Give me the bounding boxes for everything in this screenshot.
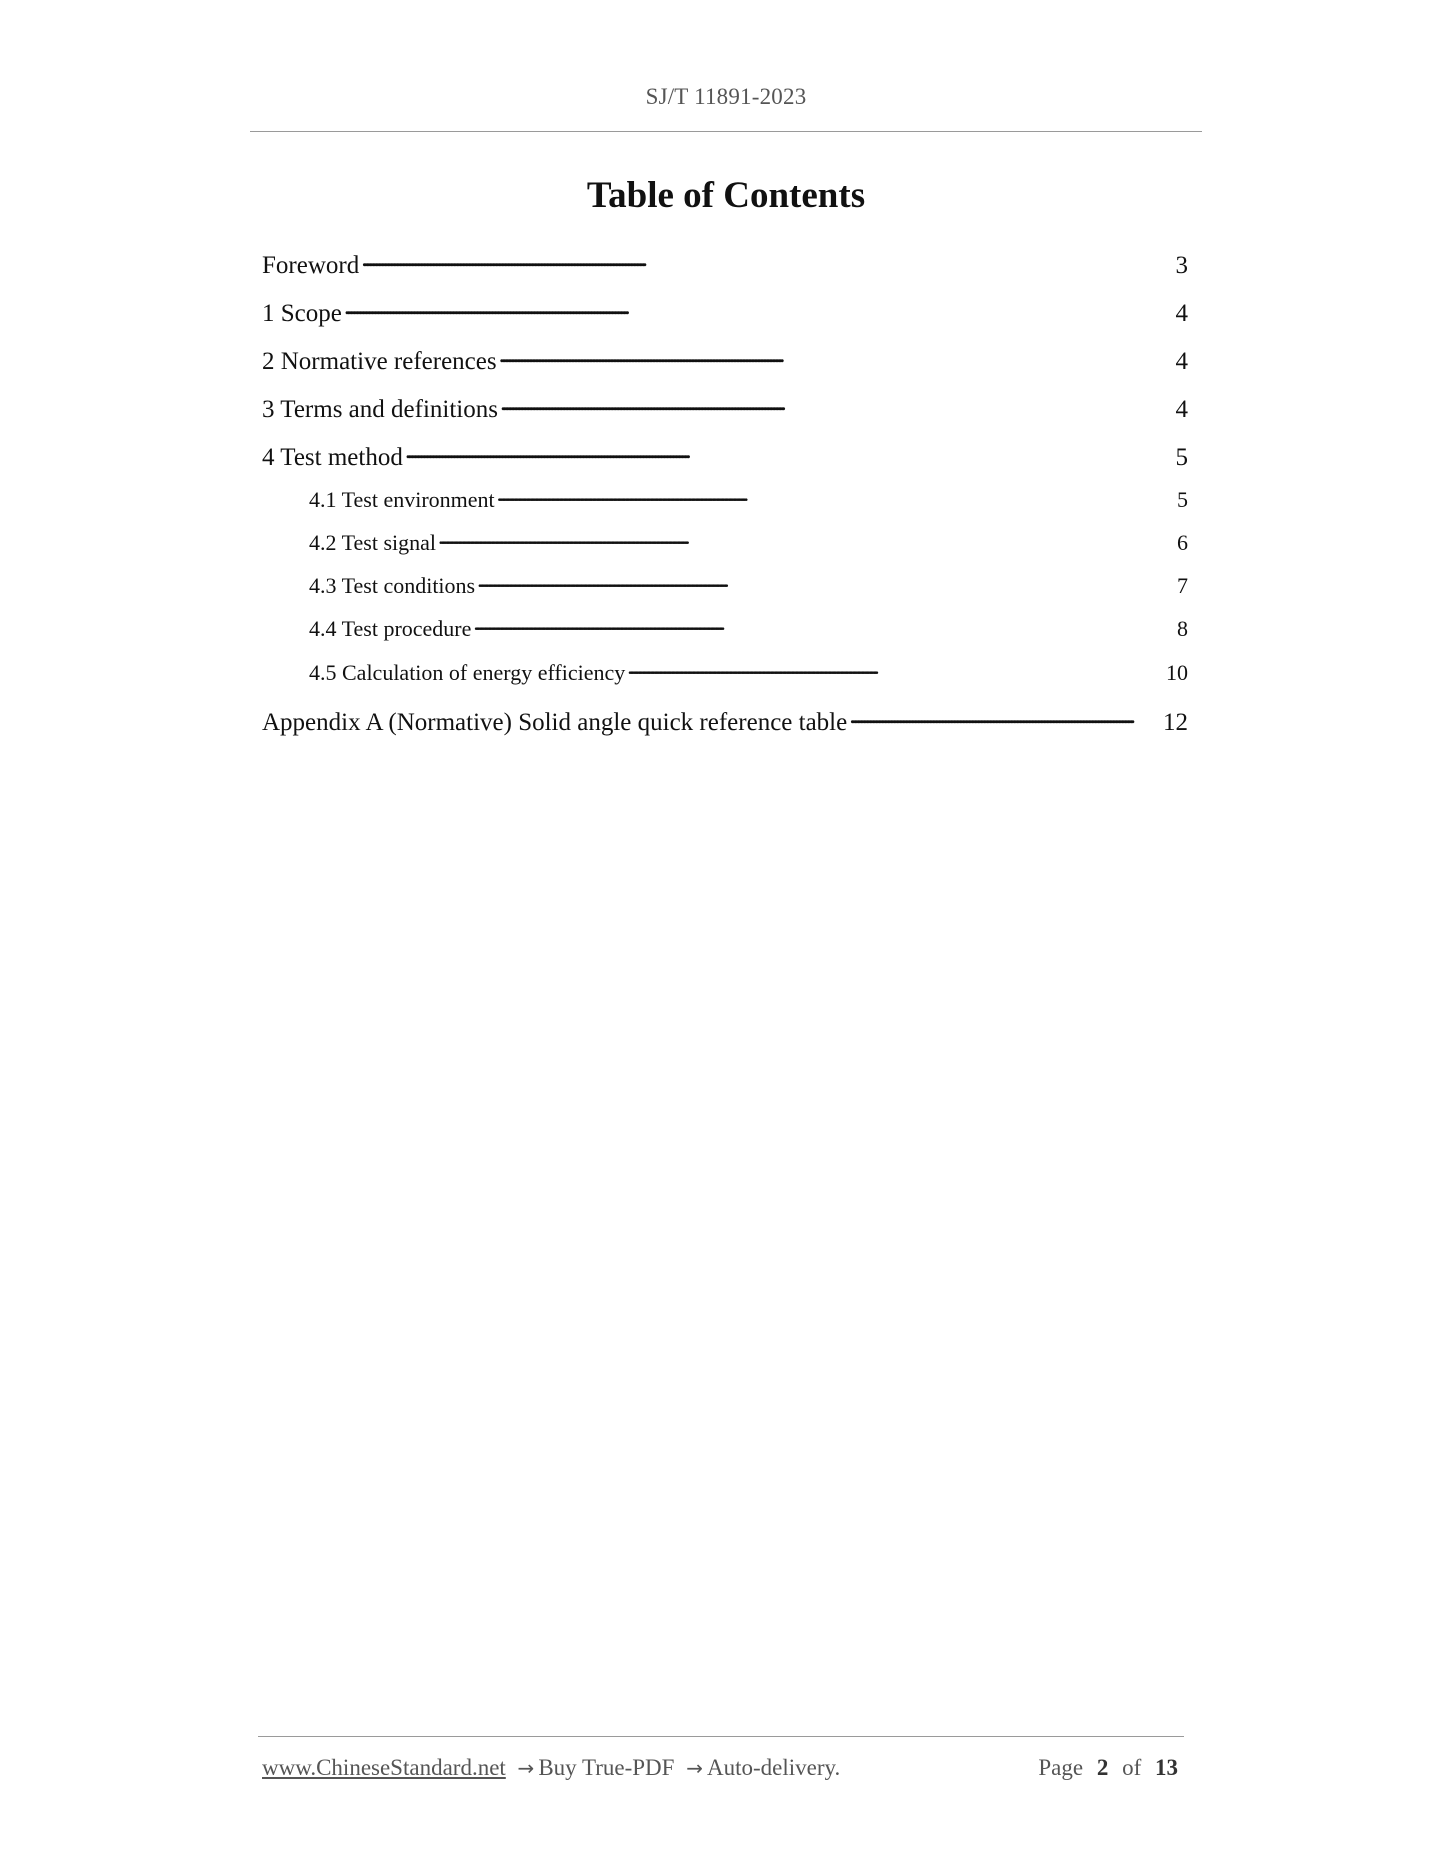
toc-entry-label: Foreword xyxy=(262,252,360,279)
header-rule xyxy=(250,131,1202,132)
toc-entry-page: 10 xyxy=(1166,660,1188,685)
dot-leader xyxy=(477,571,1175,593)
dot-leader xyxy=(344,296,1174,321)
toc-entry-label: 3 Terms and definitions xyxy=(262,396,498,423)
toc-title: Table of Contents xyxy=(586,175,866,216)
current-page: 2 xyxy=(1096,1755,1109,1780)
dot-leader xyxy=(361,248,1173,273)
toc-entry-normative-references[interactable] xyxy=(262,344,1188,376)
dot-leader xyxy=(500,392,1174,417)
toc-entry-page: 7 xyxy=(1177,573,1188,598)
dot-leader xyxy=(499,344,1174,369)
footer-rule xyxy=(258,1736,1184,1737)
dot-leader xyxy=(497,485,1175,507)
toc-entry-page: 4 xyxy=(1175,396,1188,423)
arrow-right-icon: → xyxy=(686,1756,703,1780)
page-number xyxy=(1038,1755,1178,1781)
toc-entry-page: 4 xyxy=(1175,348,1188,375)
toc-entry-label: 4.5 Calculation of energy efficiency xyxy=(309,660,626,685)
toc-entry-test-procedure[interactable] xyxy=(309,614,1188,642)
toc-entry-label: 4 Test method xyxy=(262,444,403,471)
toc-entry-label: Appendix A (Normative) Solid angle quick reference table xyxy=(262,709,848,736)
dot-leader xyxy=(627,658,1164,680)
footer-promo xyxy=(262,1755,840,1781)
toc-entry-label: 2 Normative references xyxy=(262,348,497,375)
toc-entry-test-conditions[interactable] xyxy=(309,571,1188,599)
dot-leader xyxy=(849,705,1161,730)
toc-entry-test-environment[interactable] xyxy=(309,485,1188,513)
toc-entry-page: 6 xyxy=(1177,530,1188,555)
toc-entry-scope[interactable] xyxy=(262,296,1188,328)
dot-leader xyxy=(405,440,1174,465)
toc-entry-page: 5 xyxy=(1177,487,1188,512)
toc-entry-foreword[interactable] xyxy=(262,248,1188,280)
site-link[interactable]: www.ChineseStandard.net xyxy=(262,1755,506,1780)
toc-entry-label: 4.1 Test environment xyxy=(309,487,495,512)
dot-leader xyxy=(473,614,1175,636)
total-pages: 13 xyxy=(1155,1755,1178,1780)
toc-entry-page: 5 xyxy=(1175,444,1188,471)
dot-leader xyxy=(438,528,1175,550)
toc-entry-page: 8 xyxy=(1177,616,1188,641)
toc-entry-page: 3 xyxy=(1175,252,1188,279)
toc-entry-appendix-a[interactable] xyxy=(262,705,1188,737)
toc-entry-label: 1 Scope xyxy=(262,300,342,327)
toc-entry-test-signal[interactable] xyxy=(309,528,1188,556)
of-word: of xyxy=(1122,1755,1142,1780)
toc-entry-label: 4.3 Test conditions xyxy=(309,573,476,598)
toc-entry-terms-and-definitions[interactable] xyxy=(262,392,1188,424)
toc-entry-page: 4 xyxy=(1175,300,1188,327)
footer-step-buy: Buy True-PDF xyxy=(538,1755,675,1780)
toc-entry-label: 4.4 Test procedure xyxy=(309,616,472,641)
toc-entry-page: 12 xyxy=(1163,709,1188,736)
page-word: Page xyxy=(1038,1755,1084,1780)
arrow-right-icon: → xyxy=(517,1756,535,1780)
running-header: SJ/T 11891-2023 xyxy=(645,84,807,109)
toc-entry-label: 4.2 Test signal xyxy=(309,530,436,555)
toc-entry-test-method[interactable] xyxy=(262,440,1188,472)
footer-step-delivery: Auto-delivery. xyxy=(706,1755,841,1780)
page-footer xyxy=(262,1755,1178,1781)
toc-entry-calculation-of-energy-efficiency[interactable] xyxy=(309,658,1188,686)
